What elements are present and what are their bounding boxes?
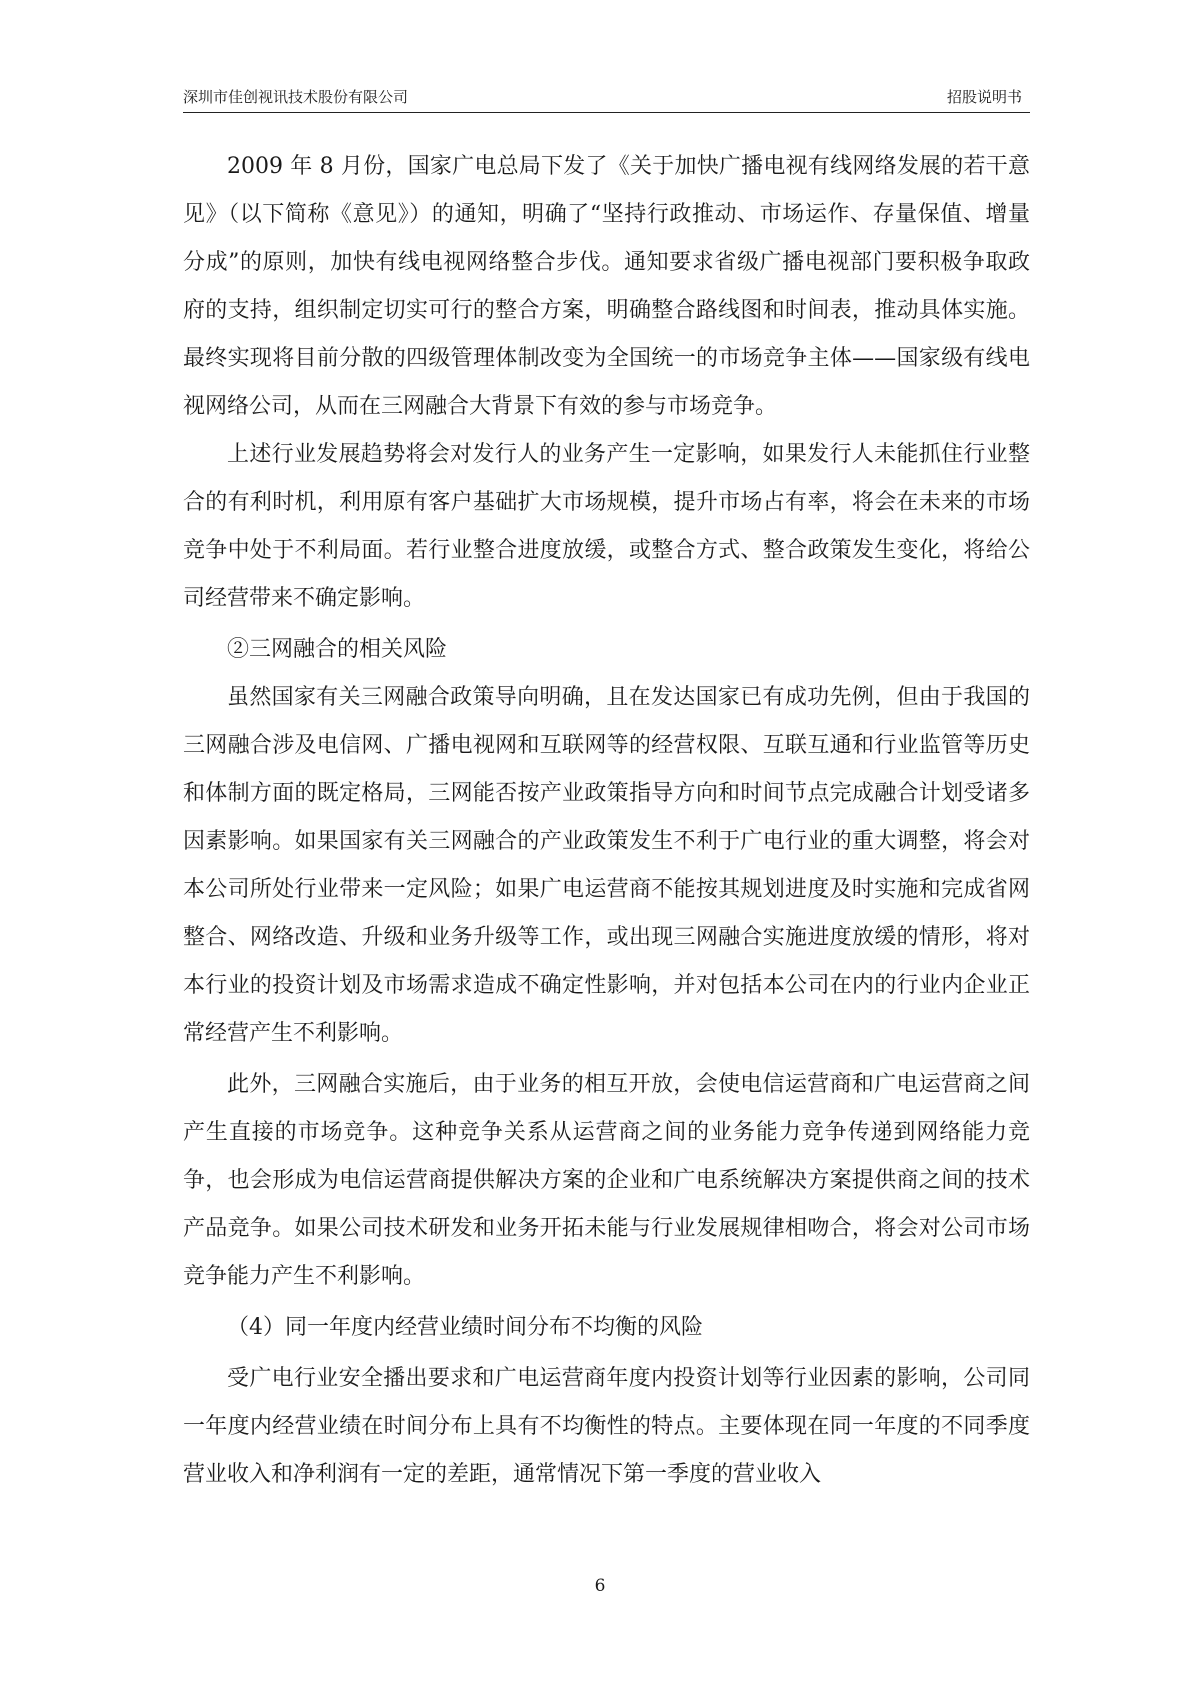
subheading-three-network-risk: ②三网融合的相关风险 xyxy=(227,637,448,662)
paragraph-industry-trend-impact: 上述行业发展趋势将会对发行人的业务产生一定影响，如果发行人未能抓住行业整合的有利时机，利用原有客户基础扩大市场规模，提升市场占有率，将会在未来的市场竞争中处于不利局面。若行业整合进度放缓，或整合方式、整合政策发生变化，将给公司经营带来不确定影响。 xyxy=(183,442,1030,611)
page-number: 6 xyxy=(594,1576,606,1596)
page-header xyxy=(183,82,1030,113)
header-company-name: 深圳市佳创视讯技术股份有限公司 xyxy=(183,88,409,106)
paragraph-cable-network-integration: 2009 年 8 月份，国家广电总局下发了《关于加快广播电视有线网络发展的若干意见》（以下简称《意见》）的通知，明确了“坚持行政推动、市场运作、存量保值、增量分成”的原则，加快有线电视网络整合步伐。通知要求省级广播电视部门要积极争取政府的支持，组织制定切实可行的整合方案，明确整合路线图和时间表，推动具体实施。最终实现将目前分散的四级管理体制改变为全国统一的市场竞争主体——国家级有线电视网络公司，从而在三网融合大背景下有效的参与市场竞争。 xyxy=(183,154,1030,419)
header-document-type: 招股说明书 xyxy=(946,88,1022,106)
document-body xyxy=(183,143,1030,1499)
paragraph-three-network-policy: 虽然国家有关三网融合政策导向明确，且在发达国家已有成功先例，但由于我国的三网融合涉及电信网、广播电视网和互联网等的经营权限、互联互通和行业监管等历史和体制方面的既定格局，三网能否按产业政策指导方向和时间节点完成融合计划受诸多因素影响。如果国家有关三网融合的产业政策发生不利于广电行业的重大调整，将会对本公司所处行业带来一定风险；如果广电运营商不能按其规划进度及时实施和完成省网整合、网络改造、升级和业务升级等工作，或出现三网融合实施进度放缓的情形，将对本行业的投资计划及市场需求造成不确定性影响，并对包括本公司在内的行业内企业正常经营产生不利影响。 xyxy=(183,685,1030,1046)
paragraph-seasonal-performance: 受广电行业安全播出要求和广电运营商年度内投资计划等行业因素的影响，公司同一年度内经营业绩在时间分布上具有不均衡性的特点。主要体现在同一年度的不同季度营业收入和净利润有一定的差距，通常情况下第一季度的营业收入 xyxy=(183,1366,1030,1487)
paragraph-market-competition: 此外，三网融合实施后，由于业务的相互开放，会使电信运营商和广电运营商之间产生直接的市场竞争。这种竞争关系从运营商之间的业务能力竞争传递到网络能力竞争，也会形成为电信运营商提供解决方案的企业和广电系统解决方案提供商之间的技术产品竞争。如果公司技术研发和业务开拓未能与行业发展规律相吻合，将会对公司市场竞争能力产生不利影响。 xyxy=(183,1072,1030,1289)
subheading-seasonal-performance-risk: （4）同一年度内经营业绩时间分布不均衡的风险 xyxy=(227,1315,703,1340)
